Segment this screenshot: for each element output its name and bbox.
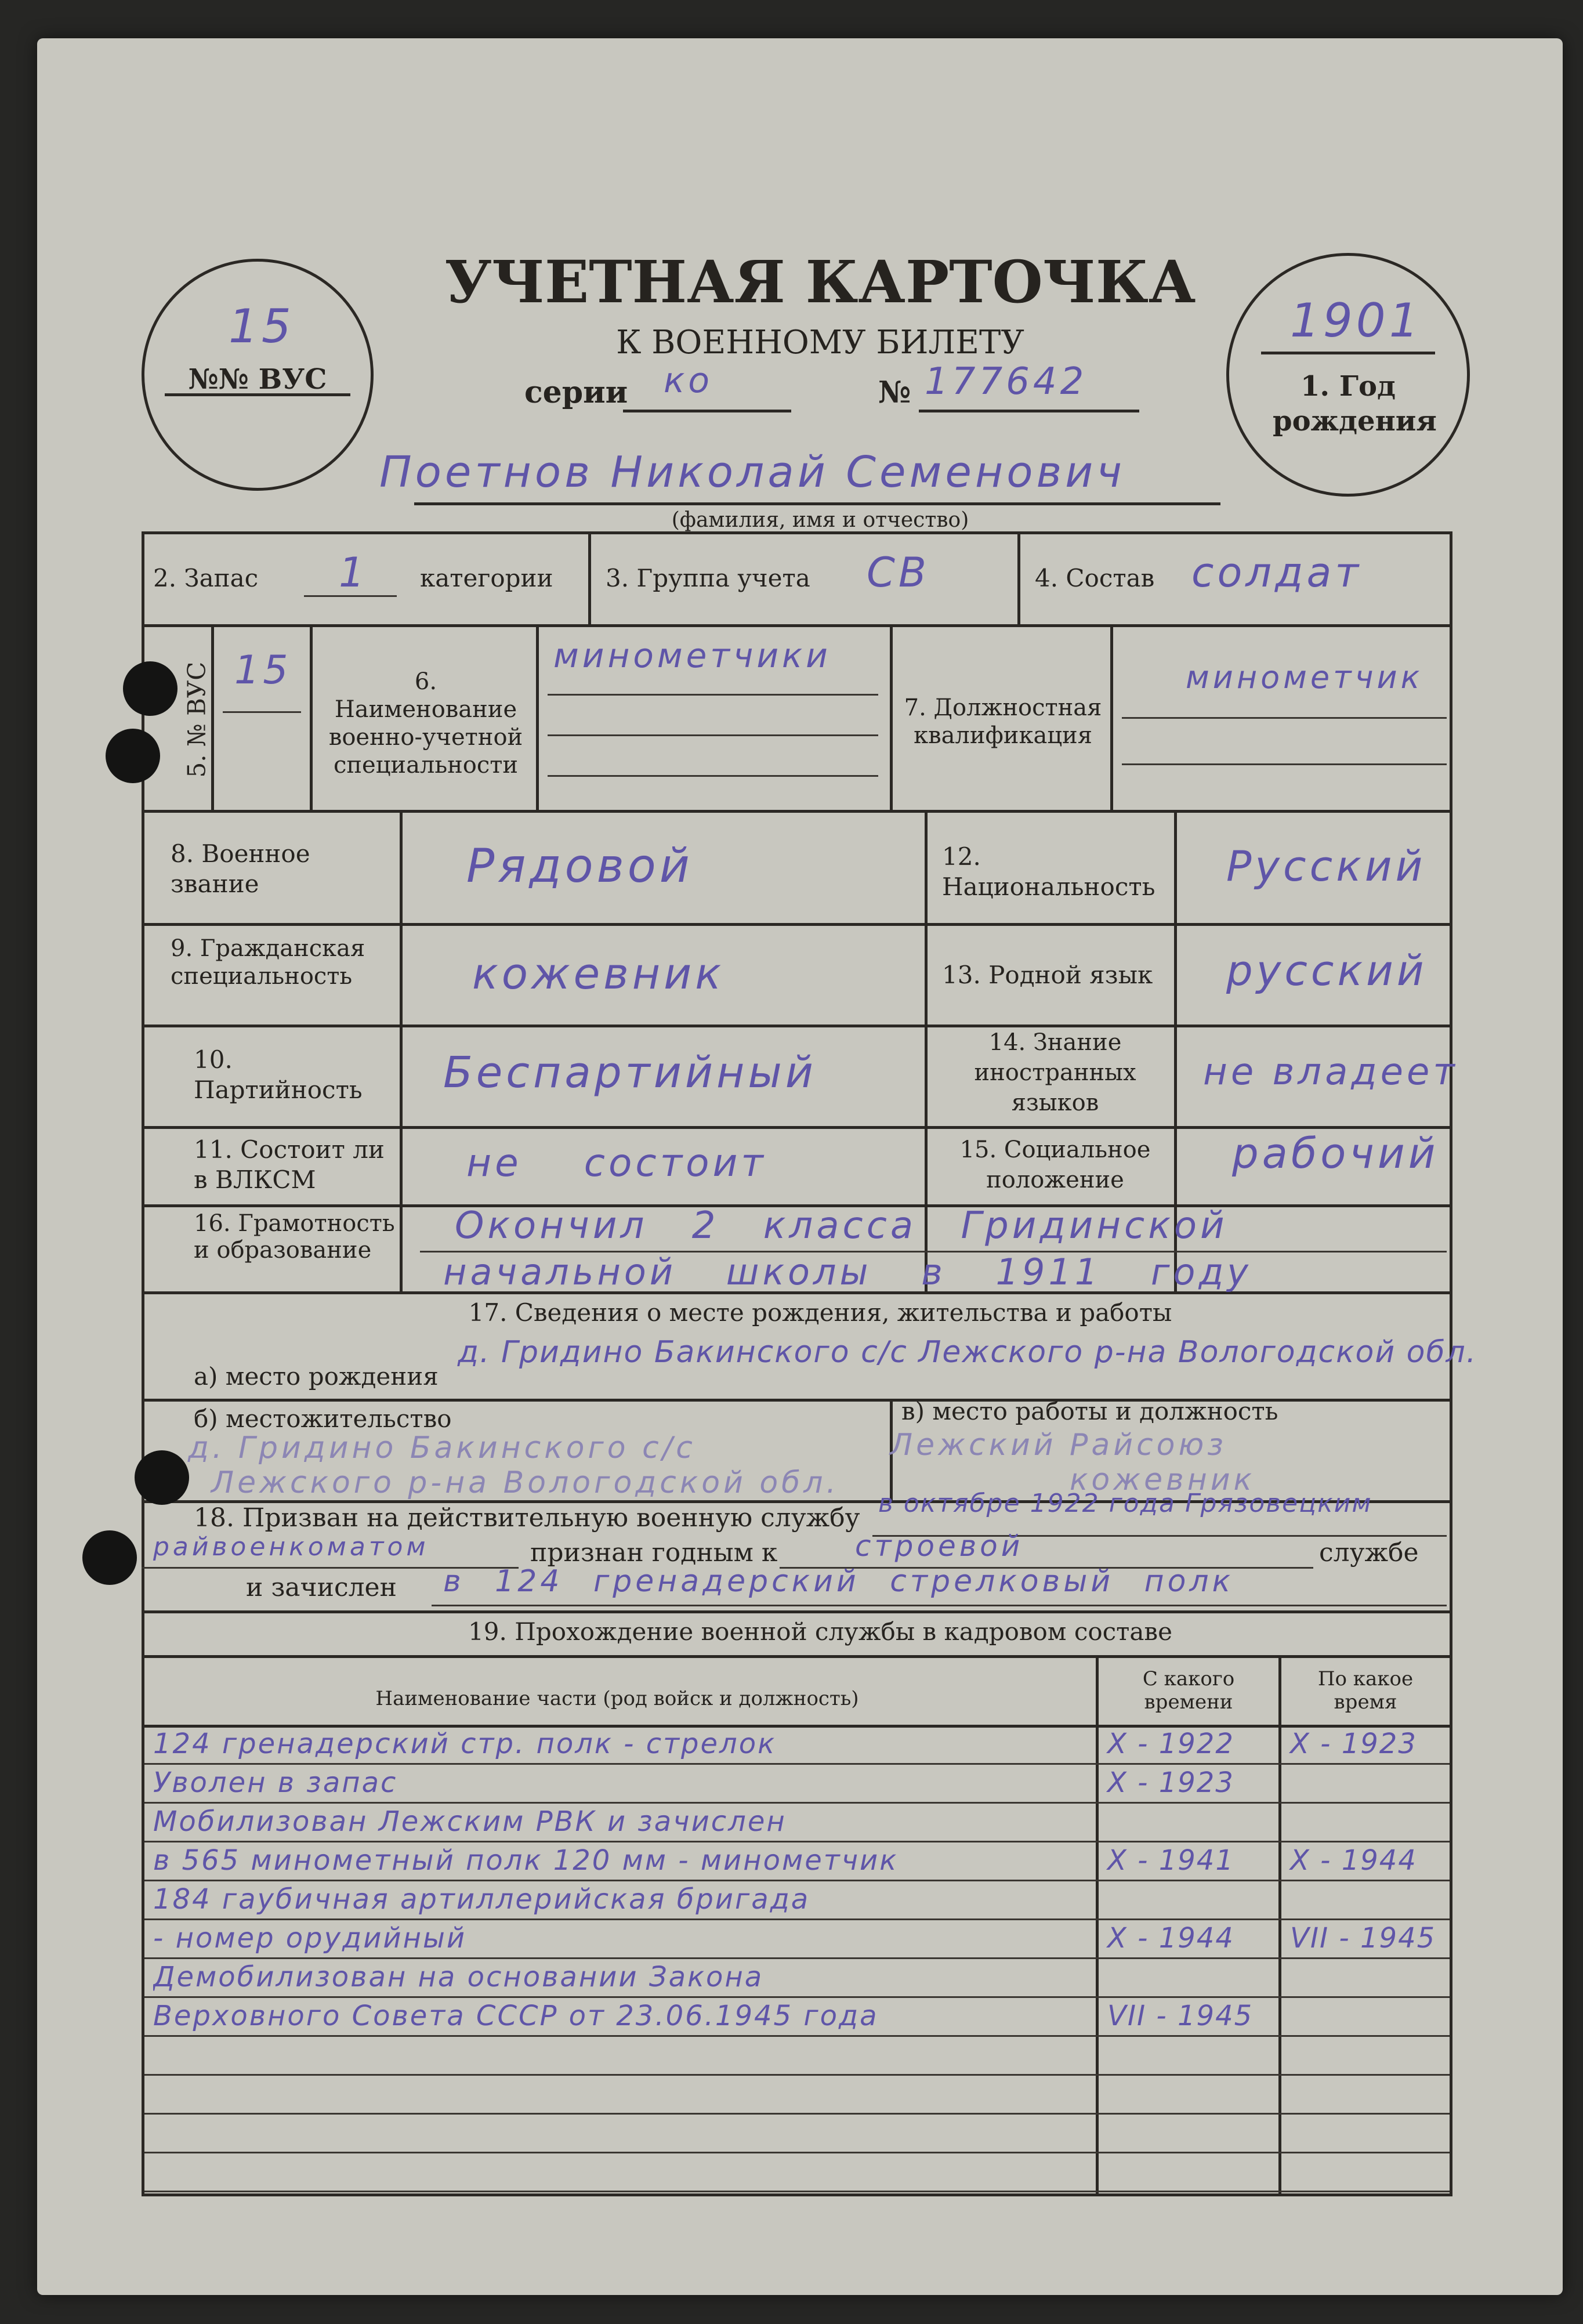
fields-div-a: [400, 810, 403, 1291]
table-cell-from: X - 1922: [1107, 1728, 1234, 1760]
vus-name-label: 6. Наименование военно-учетной специальности: [328, 668, 523, 779]
called-value: в октябре 1922 года Грязовецким: [878, 1489, 1372, 1518]
birthplace-label: а) место рождения: [194, 1362, 439, 1391]
birth-year-underline: [1261, 352, 1435, 354]
residence-label: б) местожительство: [194, 1404, 452, 1433]
table-row-line: [144, 2191, 1450, 2192]
native-lang-value: русский: [1226, 946, 1428, 995]
table-row-line: [144, 1996, 1450, 1998]
table-row-line: [144, 1763, 1450, 1765]
enrolled-rule: [432, 1605, 1447, 1606]
vus-qual-label: 7. Должностная квалификация: [904, 694, 1102, 749]
table-row-line: [144, 1880, 1450, 1881]
table-cell-to: X - 1944: [1290, 1844, 1417, 1877]
foreign-lang-value: не владеет: [1203, 1051, 1458, 1094]
education-label: 16. Грамотность и образование: [194, 1210, 395, 1264]
table-cell-unit: - номер орудийный: [153, 1922, 467, 1954]
vus-name-line1: [548, 694, 878, 696]
vus-div-b: [310, 624, 313, 810]
nationality-label: 12. Национальность: [942, 842, 1155, 901]
table-cell-from: X - 1944: [1107, 1922, 1234, 1954]
table-row-line: [144, 1802, 1450, 1804]
vus-row-value: 15: [234, 647, 292, 693]
table-row-line: [144, 2152, 1450, 2153]
table-cell-from: VII - 1945: [1107, 2000, 1254, 2032]
series-underline: [623, 410, 791, 412]
row1-bottom: [142, 624, 1452, 627]
table-row-line: [144, 2074, 1450, 2076]
row1-div1: [588, 531, 591, 624]
education-line1: Окончил 2 класса Гридинской: [455, 1204, 1228, 1247]
birth-year-label: 1. Год рождения: [1273, 370, 1437, 437]
residence-line2: Лежского р-на Вологодской обл.: [211, 1465, 839, 1500]
party-value: Беспартийный: [443, 1048, 817, 1098]
rank-label: 8. Военное звание: [171, 839, 310, 898]
called-value2: райвоенкоматом: [153, 1532, 429, 1562]
birthplace-value: д. Гридино Бакинского с/с Лежского р-на Вологодской обл.: [458, 1335, 1477, 1370]
zapas-label: 2. Запас: [153, 564, 259, 592]
record-card: [37, 38, 1563, 2295]
rank-value: Рядовой: [466, 839, 693, 893]
group-value: СВ: [867, 549, 930, 596]
series-value: ко: [664, 360, 713, 401]
s17-title: 17. Сведения о месте рождения, жительства и работы: [468, 1298, 1172, 1327]
fio-value: Поетнов Николай Семенович: [379, 447, 1125, 497]
table-cell-unit: Мобилизован Лежским РВК и зачислен: [153, 1805, 787, 1838]
civil-spec-value: кожевник: [472, 949, 725, 999]
s19-col-unit: Наименование части (род войск и должность): [375, 1687, 859, 1710]
fit-label: признан годным к: [530, 1538, 778, 1568]
s19-title: 19. Прохождение военной службы в кадровом составе: [468, 1617, 1172, 1646]
vus-circle-label: №№ ВУС: [188, 363, 327, 396]
table-cell-unit: Верховного Совета СССР от 23.06.1945 года: [153, 2000, 879, 2032]
vus-div-e: [1110, 624, 1113, 810]
table-row-line: [144, 1841, 1450, 1842]
social-label: 15. Социальное положение: [959, 1136, 1151, 1193]
vus-circle-underline: [165, 393, 350, 396]
s19-top: [142, 1610, 1452, 1613]
komsomol-label: 11. Состоит ли в ВЛКСМ: [194, 1135, 385, 1194]
enrolled-label: и зачислен: [246, 1573, 397, 1602]
fio-caption: (фамилия, имя и отчество): [671, 508, 969, 532]
s19-div-b: [1278, 1655, 1281, 2196]
table-row-line: [144, 2035, 1450, 2037]
party-label: 10. Партийность: [194, 1045, 363, 1104]
table-row-line: [144, 1957, 1450, 1959]
vus-row-bottom: [142, 810, 1452, 813]
vus-qual-value: минометчик: [1186, 659, 1423, 696]
vus-name-line2: [548, 734, 878, 736]
komsomol-value: не состоит: [466, 1141, 767, 1185]
fit-value: строевой: [855, 1529, 1024, 1563]
foreign-lang-label: 14. Знание иностранных языков: [974, 1029, 1136, 1116]
punch-hole-1: [123, 661, 178, 716]
workplace-line1: Лежский Райсоюз: [890, 1428, 1227, 1463]
series-label: серии: [524, 375, 628, 410]
table-row-line: [144, 1918, 1450, 1920]
residence-line1: д. Гридино Бакинского с/с: [188, 1431, 696, 1465]
fields-line-2: [142, 1025, 1452, 1027]
social-value: рабочий: [1232, 1129, 1439, 1178]
kategorii-label: категории: [420, 564, 553, 592]
education-line2: начальной школы в 1911 году: [443, 1251, 1252, 1293]
called-label: 18. Призван на действительную военную службу: [194, 1503, 860, 1533]
table-cell-unit: в 565 минометный полк 120 мм - минометчик: [153, 1844, 899, 1877]
vus-div-c: [536, 624, 539, 810]
number-underline: [919, 410, 1139, 412]
vus-circle-value: 15: [229, 299, 295, 353]
service-label: службе: [1319, 1538, 1419, 1568]
number-value: 177642: [925, 360, 1088, 403]
sostav-label: 4. Состав: [1035, 564, 1155, 592]
table-cell-to: X - 1923: [1290, 1728, 1417, 1760]
vus-div-d: [890, 624, 893, 810]
table-cell-unit: 184 гаубичная артиллерийская бригада: [153, 1883, 810, 1916]
vus-div-a: [211, 624, 214, 810]
fields-line-1: [142, 923, 1452, 926]
fio-underline: [414, 502, 1220, 505]
vus-qual-line1: [1122, 717, 1447, 719]
punch-hole-4: [82, 1530, 137, 1585]
s19-col-to: По какое время: [1317, 1667, 1414, 1714]
table-row-line: [144, 2113, 1450, 2115]
table-cell-unit: Демобилизован на основании Закона: [153, 1961, 764, 1993]
vus-name-line3: [548, 775, 878, 777]
punch-hole-3: [135, 1450, 189, 1505]
s19-title-line: [142, 1655, 1452, 1658]
vus-name-value: минометчики: [553, 636, 831, 675]
group-label: 3. Группа учета: [606, 564, 810, 592]
zapas-value: 1: [339, 549, 368, 596]
civil-spec-label: 9. Гражданская специальность: [171, 935, 365, 990]
workplace-line2: кожевник: [1070, 1463, 1255, 1497]
vus-value-line: [223, 711, 301, 713]
native-lang-label: 13. Родной язык: [942, 961, 1153, 989]
card-subtitle: К ВОЕННОМУ БИЛЕТУ: [616, 324, 1024, 361]
card-title: УЧЕТНАЯ КАРТОЧКА: [444, 248, 1196, 316]
s19-col-from: С какого времени: [1142, 1667, 1235, 1714]
table-cell-from: X - 1923: [1107, 1766, 1234, 1799]
row1-div2: [1017, 531, 1020, 624]
table-cell-from: X - 1941: [1107, 1844, 1234, 1877]
s19-div-a: [1096, 1655, 1099, 2196]
number-label: №: [878, 375, 911, 410]
birth-year-value: 1901: [1290, 294, 1422, 347]
enrolled-value: в 124 гренадерский стрелковый полк: [443, 1564, 1234, 1599]
punch-hole-2: [106, 729, 160, 783]
workplace-label: в) место работы и должность: [901, 1397, 1278, 1425]
vus-qual-line2: [1122, 763, 1447, 765]
nationality-value: Русский: [1226, 842, 1426, 890]
sostav-value: солдат: [1191, 549, 1363, 596]
vus-vertical-label: 5. № ВУС: [182, 661, 211, 778]
table-cell-unit: 124 гренадерский стр. полк - стрелок: [153, 1728, 777, 1760]
table-cell-to: VII - 1945: [1290, 1922, 1436, 1954]
table-cell-unit: Уволен в запас: [153, 1766, 398, 1799]
